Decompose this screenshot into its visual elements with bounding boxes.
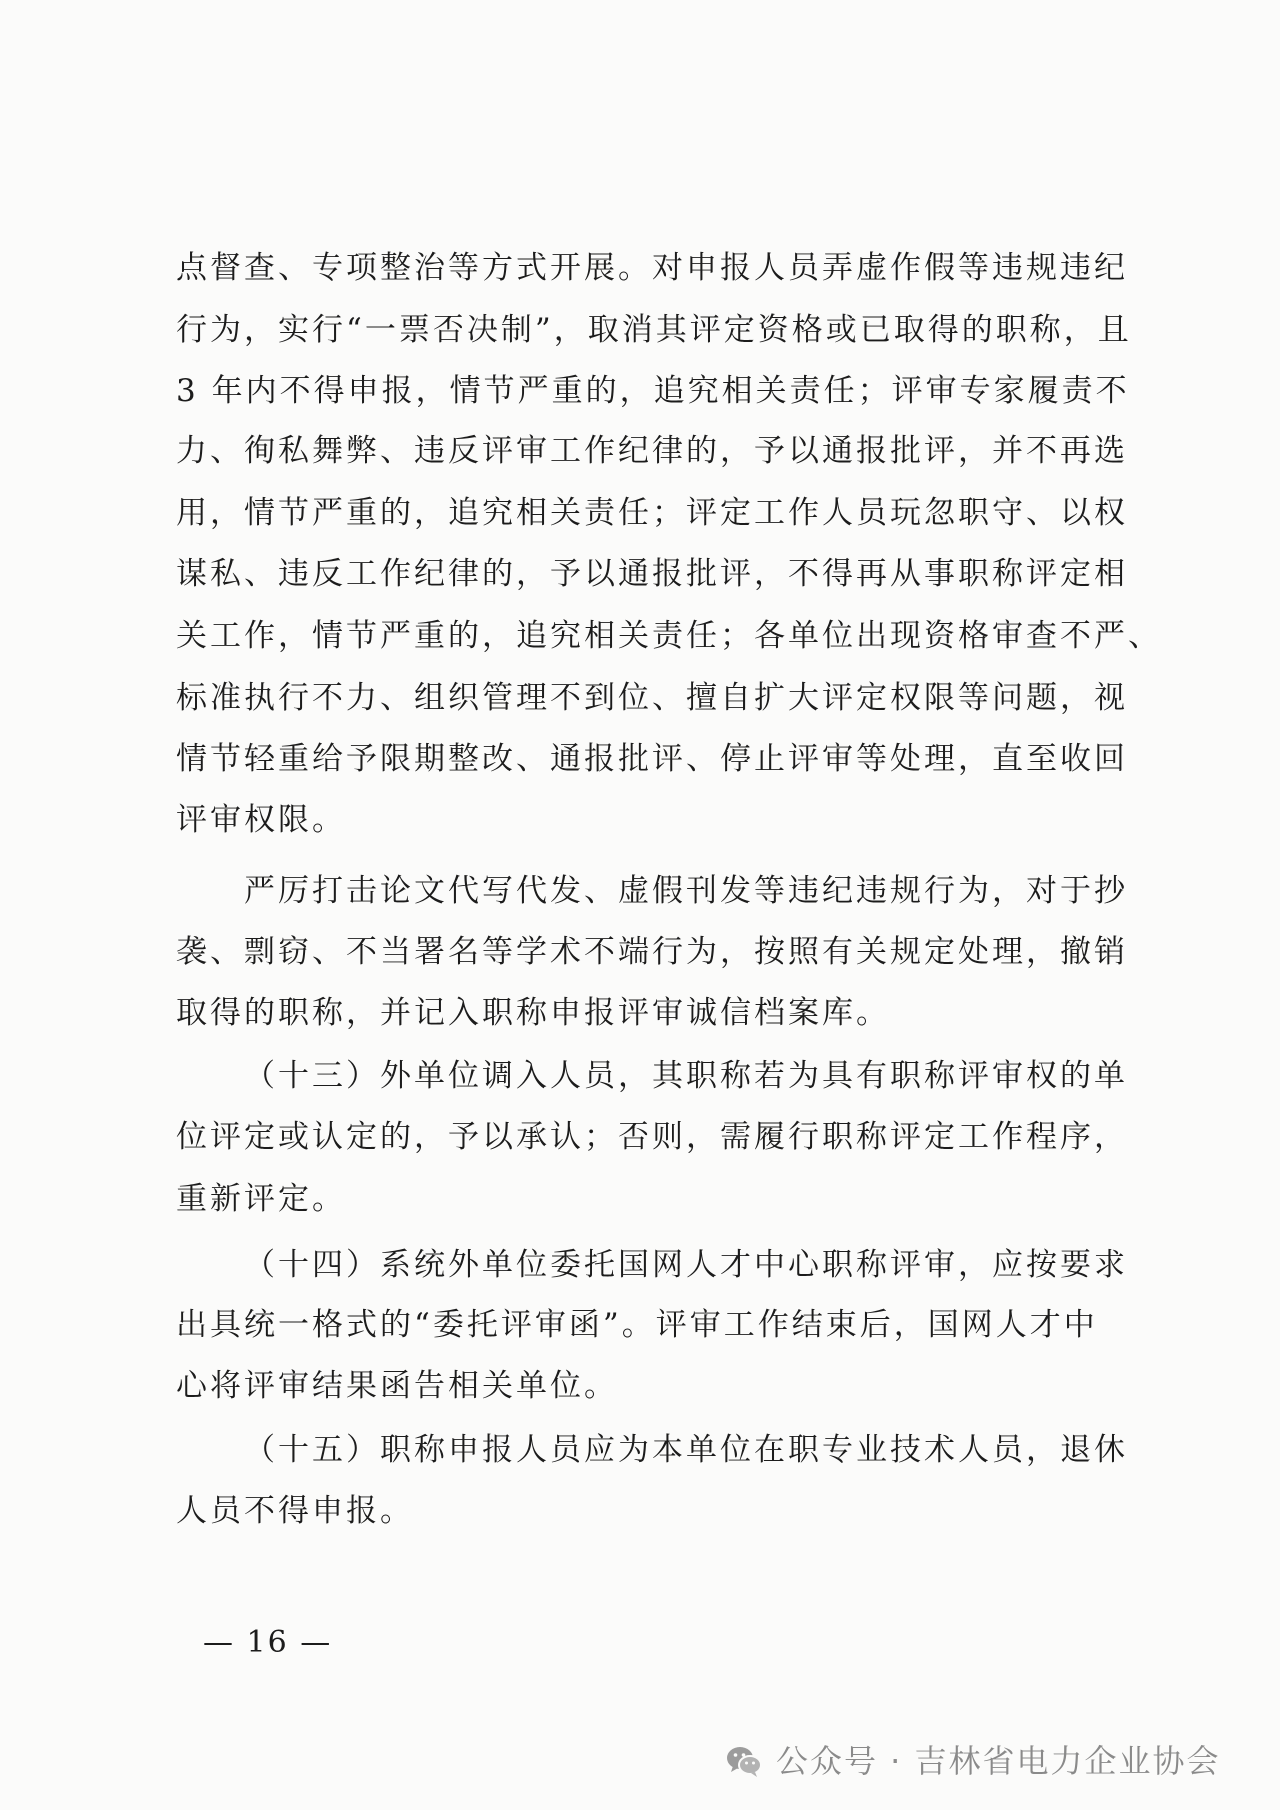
body-text-line: （十三）外单位调入人员，其职称若为具有职称评审权的单 — [244, 1058, 1128, 1094]
body-text-line: 行为，实行“一票否决制”，取消其评定资格或已取得的职称，且 — [176, 312, 1132, 348]
body-text-line: 点督查、专项整治等方式开展。对申报人员弄虚作假等违规违纪 — [176, 250, 1128, 286]
body-text-line: 谋私、违反工作纪律的，予以通报批评，不得再从事职称评定相 — [176, 556, 1128, 592]
body-text-line: 人员不得申报。 — [176, 1493, 414, 1529]
body-text-line: 出具统一格式的“委托评审函”。评审工作结束后，国网人才中 — [176, 1307, 1098, 1343]
body-text-line: 情节轻重给予限期整改、通报批评、停止评审等处理，直至收回 — [176, 741, 1128, 777]
watermark — [724, 1740, 1221, 1782]
wechat-icon — [724, 1741, 764, 1781]
body-text-line: 严厉打击论文代写代发、虚假刊发等违纪违规行为，对于抄 — [244, 873, 1128, 909]
watermark-text: 公众号 · 吉林省电力企业协会 — [776, 1742, 1221, 1780]
body-text-line: 心将评审结果函告相关单位。 — [176, 1368, 618, 1404]
body-text-line: 关工作，情节严重的，追究相关责任；各单位出现资格审查不严、 — [176, 618, 1162, 654]
body-text-line: 袭、剽窃、不当署名等学术不端行为，按照有关规定处理，撤销 — [176, 934, 1128, 970]
body-text-line: 用，情节严重的，追究相关责任；评定工作人员玩忽职守、以权 — [176, 495, 1128, 531]
body-text-line: 取得的职称，并记入职称申报评审诚信档案库。 — [176, 995, 890, 1031]
body-text-line: （十五）职称申报人员应为本单位在职专业技术人员，退休 — [244, 1432, 1128, 1468]
body-text-line: 3 年内不得申报，情节严重的，追究相关责任；评审专家履责不 — [176, 373, 1130, 409]
body-text-line: 评审权限。 — [176, 802, 346, 838]
page-number: — 16 — — [203, 1625, 333, 1660]
body-text-line: 位评定或认定的，予以承认；否则，需履行职称评定工作程序， — [176, 1119, 1128, 1155]
body-text-line: 标准执行不力、组织管理不到位、擅自扩大评定权限等问题，视 — [176, 680, 1128, 716]
body-text-line: 力、徇私舞弊、违反评审工作纪律的，予以通报批评，并不再选 — [176, 433, 1128, 469]
body-text-line: （十四）系统外单位委托国网人才中心职称评审，应按要求 — [244, 1247, 1128, 1283]
body-text-line: 重新评定。 — [176, 1181, 346, 1217]
